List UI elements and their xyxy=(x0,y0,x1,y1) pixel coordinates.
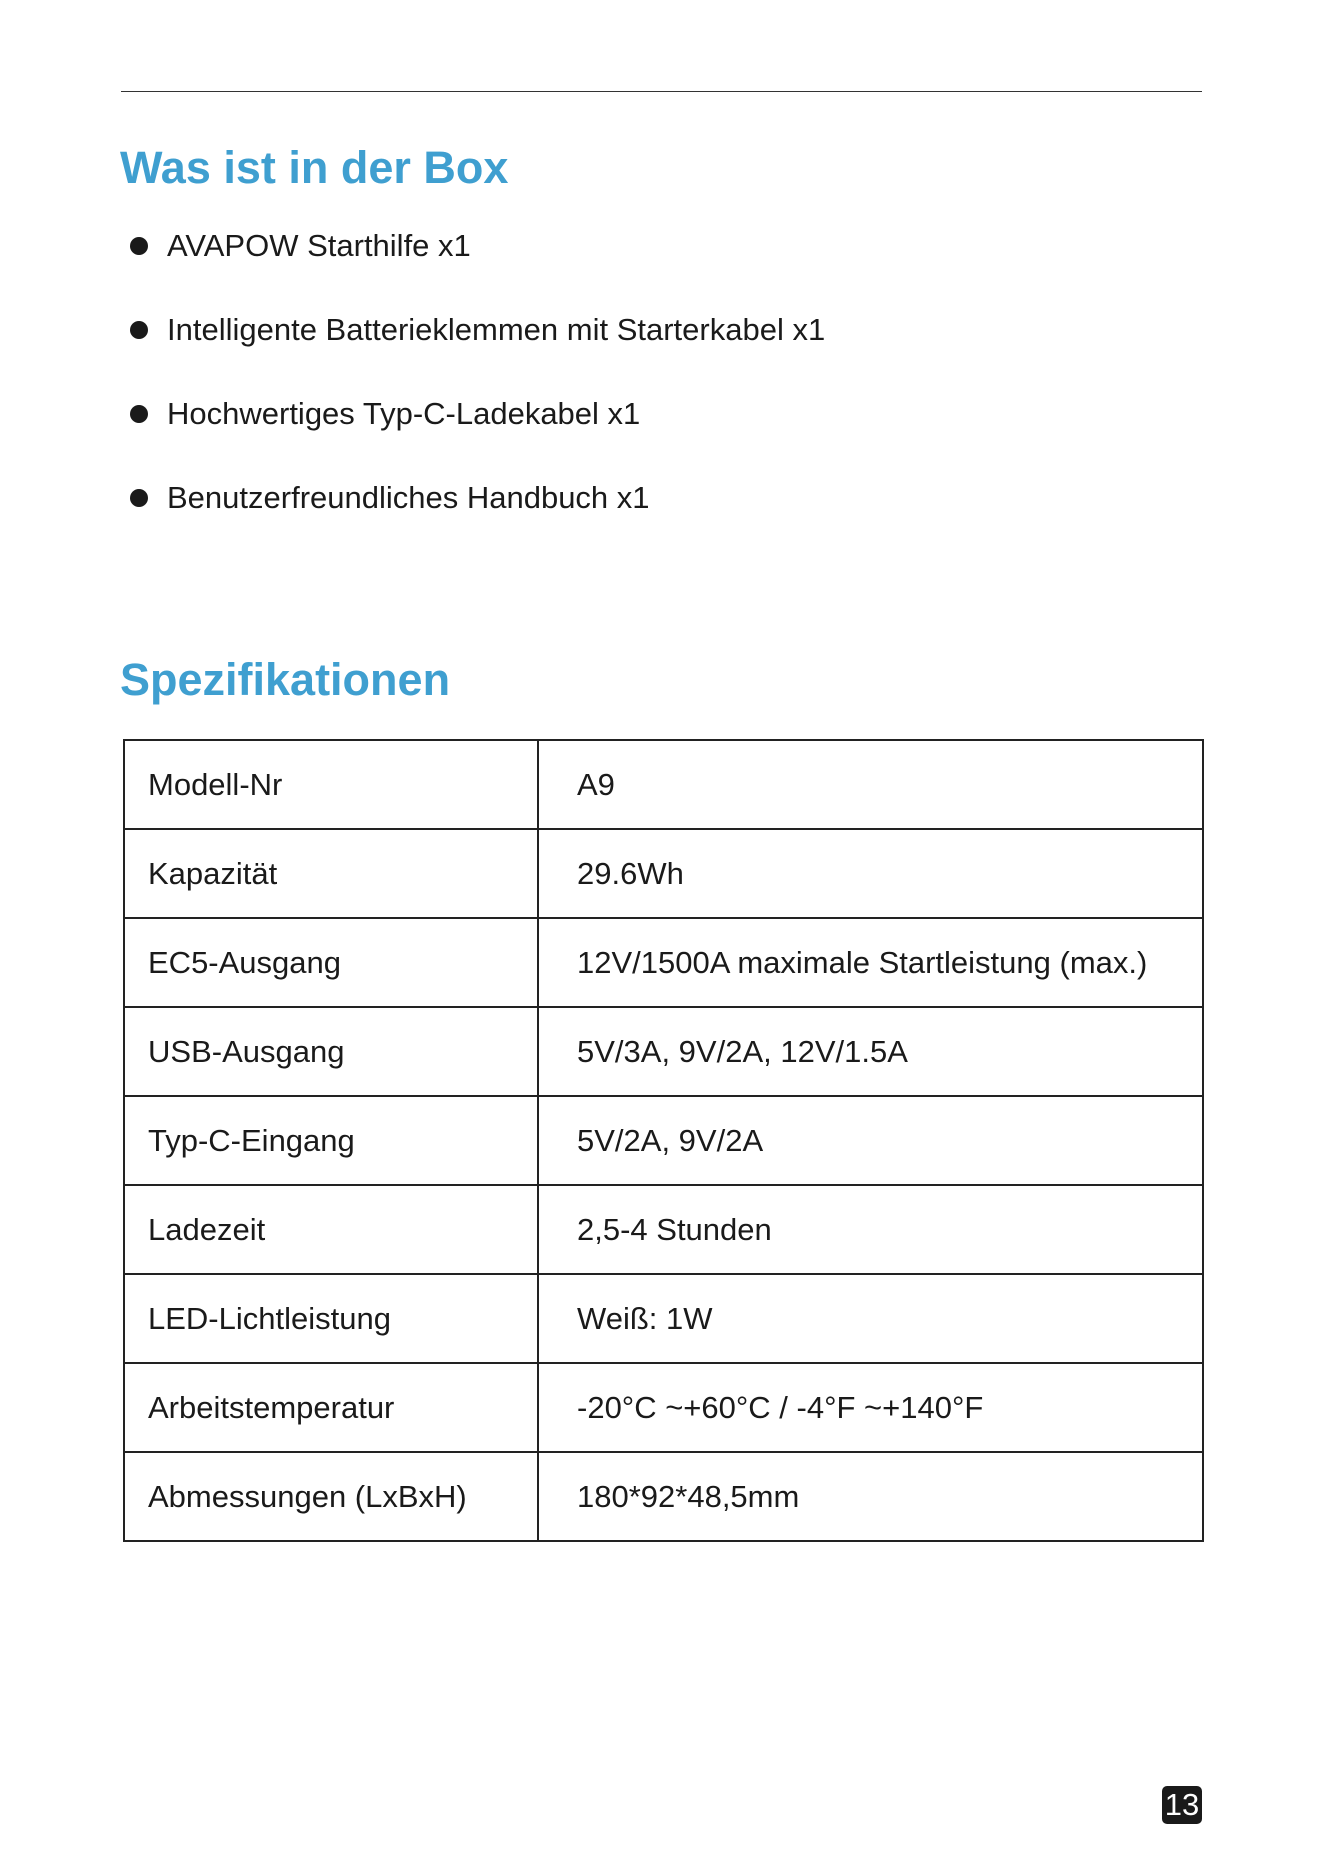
spec-key: USB-Ausgang xyxy=(124,1007,538,1096)
table-row xyxy=(124,829,1203,918)
spec-key: Kapazität xyxy=(124,829,538,918)
table-row xyxy=(124,1274,1203,1363)
table-row xyxy=(124,1007,1203,1096)
spec-key: Modell-Nr xyxy=(124,740,538,829)
table-row xyxy=(124,1452,1203,1541)
bullet-icon xyxy=(130,405,148,423)
list-item-text: AVAPOW Starthilfe x1 xyxy=(167,228,471,263)
spec-key: Arbeitstemperatur xyxy=(124,1363,538,1452)
list-item xyxy=(130,306,825,390)
spec-value: A9 xyxy=(538,740,1203,829)
table-row xyxy=(124,1096,1203,1185)
list-item-text: Hochwertiges Typ-C-Ladekabel x1 xyxy=(167,396,641,431)
spec-value: 5V/3A, 9V/2A, 12V/1.5A xyxy=(538,1007,1203,1096)
header-divider xyxy=(121,91,1202,92)
list-item-text: Benutzerfreundliches Handbuch x1 xyxy=(167,480,650,515)
table-row xyxy=(124,1363,1203,1452)
page-number: 13 xyxy=(1162,1786,1202,1824)
spec-value: -20°C ~+60°C / -4°F ~+140°F xyxy=(538,1363,1203,1452)
spec-value: 29.6Wh xyxy=(538,829,1203,918)
bullet-icon xyxy=(130,489,148,507)
table-row xyxy=(124,1185,1203,1274)
spec-value: Weiß: 1W xyxy=(538,1274,1203,1363)
box-contents-list xyxy=(130,222,825,558)
spec-key: Abmessungen (LxBxH) xyxy=(124,1452,538,1541)
list-item-text: Intelligente Batterieklemmen mit Starterkabel x1 xyxy=(167,312,826,347)
spec-key: EC5-Ausgang xyxy=(124,918,538,1007)
box-contents-title: Was ist in der Box xyxy=(120,142,509,193)
spec-key: Typ-C-Eingang xyxy=(124,1096,538,1185)
table-row xyxy=(124,918,1203,1007)
list-item xyxy=(130,222,825,306)
specifications-table xyxy=(123,739,1204,1542)
spec-value: 180*92*48,5mm xyxy=(538,1452,1203,1541)
table-row xyxy=(124,740,1203,829)
spec-key: LED-Lichtleistung xyxy=(124,1274,538,1363)
bullet-icon xyxy=(130,321,148,339)
list-item xyxy=(130,390,825,474)
bullet-icon xyxy=(130,237,148,255)
spec-value: 12V/1500A maximale Startleistung (max.) xyxy=(538,918,1203,1007)
spec-value: 2,5-4 Stunden xyxy=(538,1185,1203,1274)
spec-value: 5V/2A, 9V/2A xyxy=(538,1096,1203,1185)
list-item xyxy=(130,474,825,558)
specifications-title: Spezifikationen xyxy=(120,654,451,705)
spec-key: Ladezeit xyxy=(124,1185,538,1274)
